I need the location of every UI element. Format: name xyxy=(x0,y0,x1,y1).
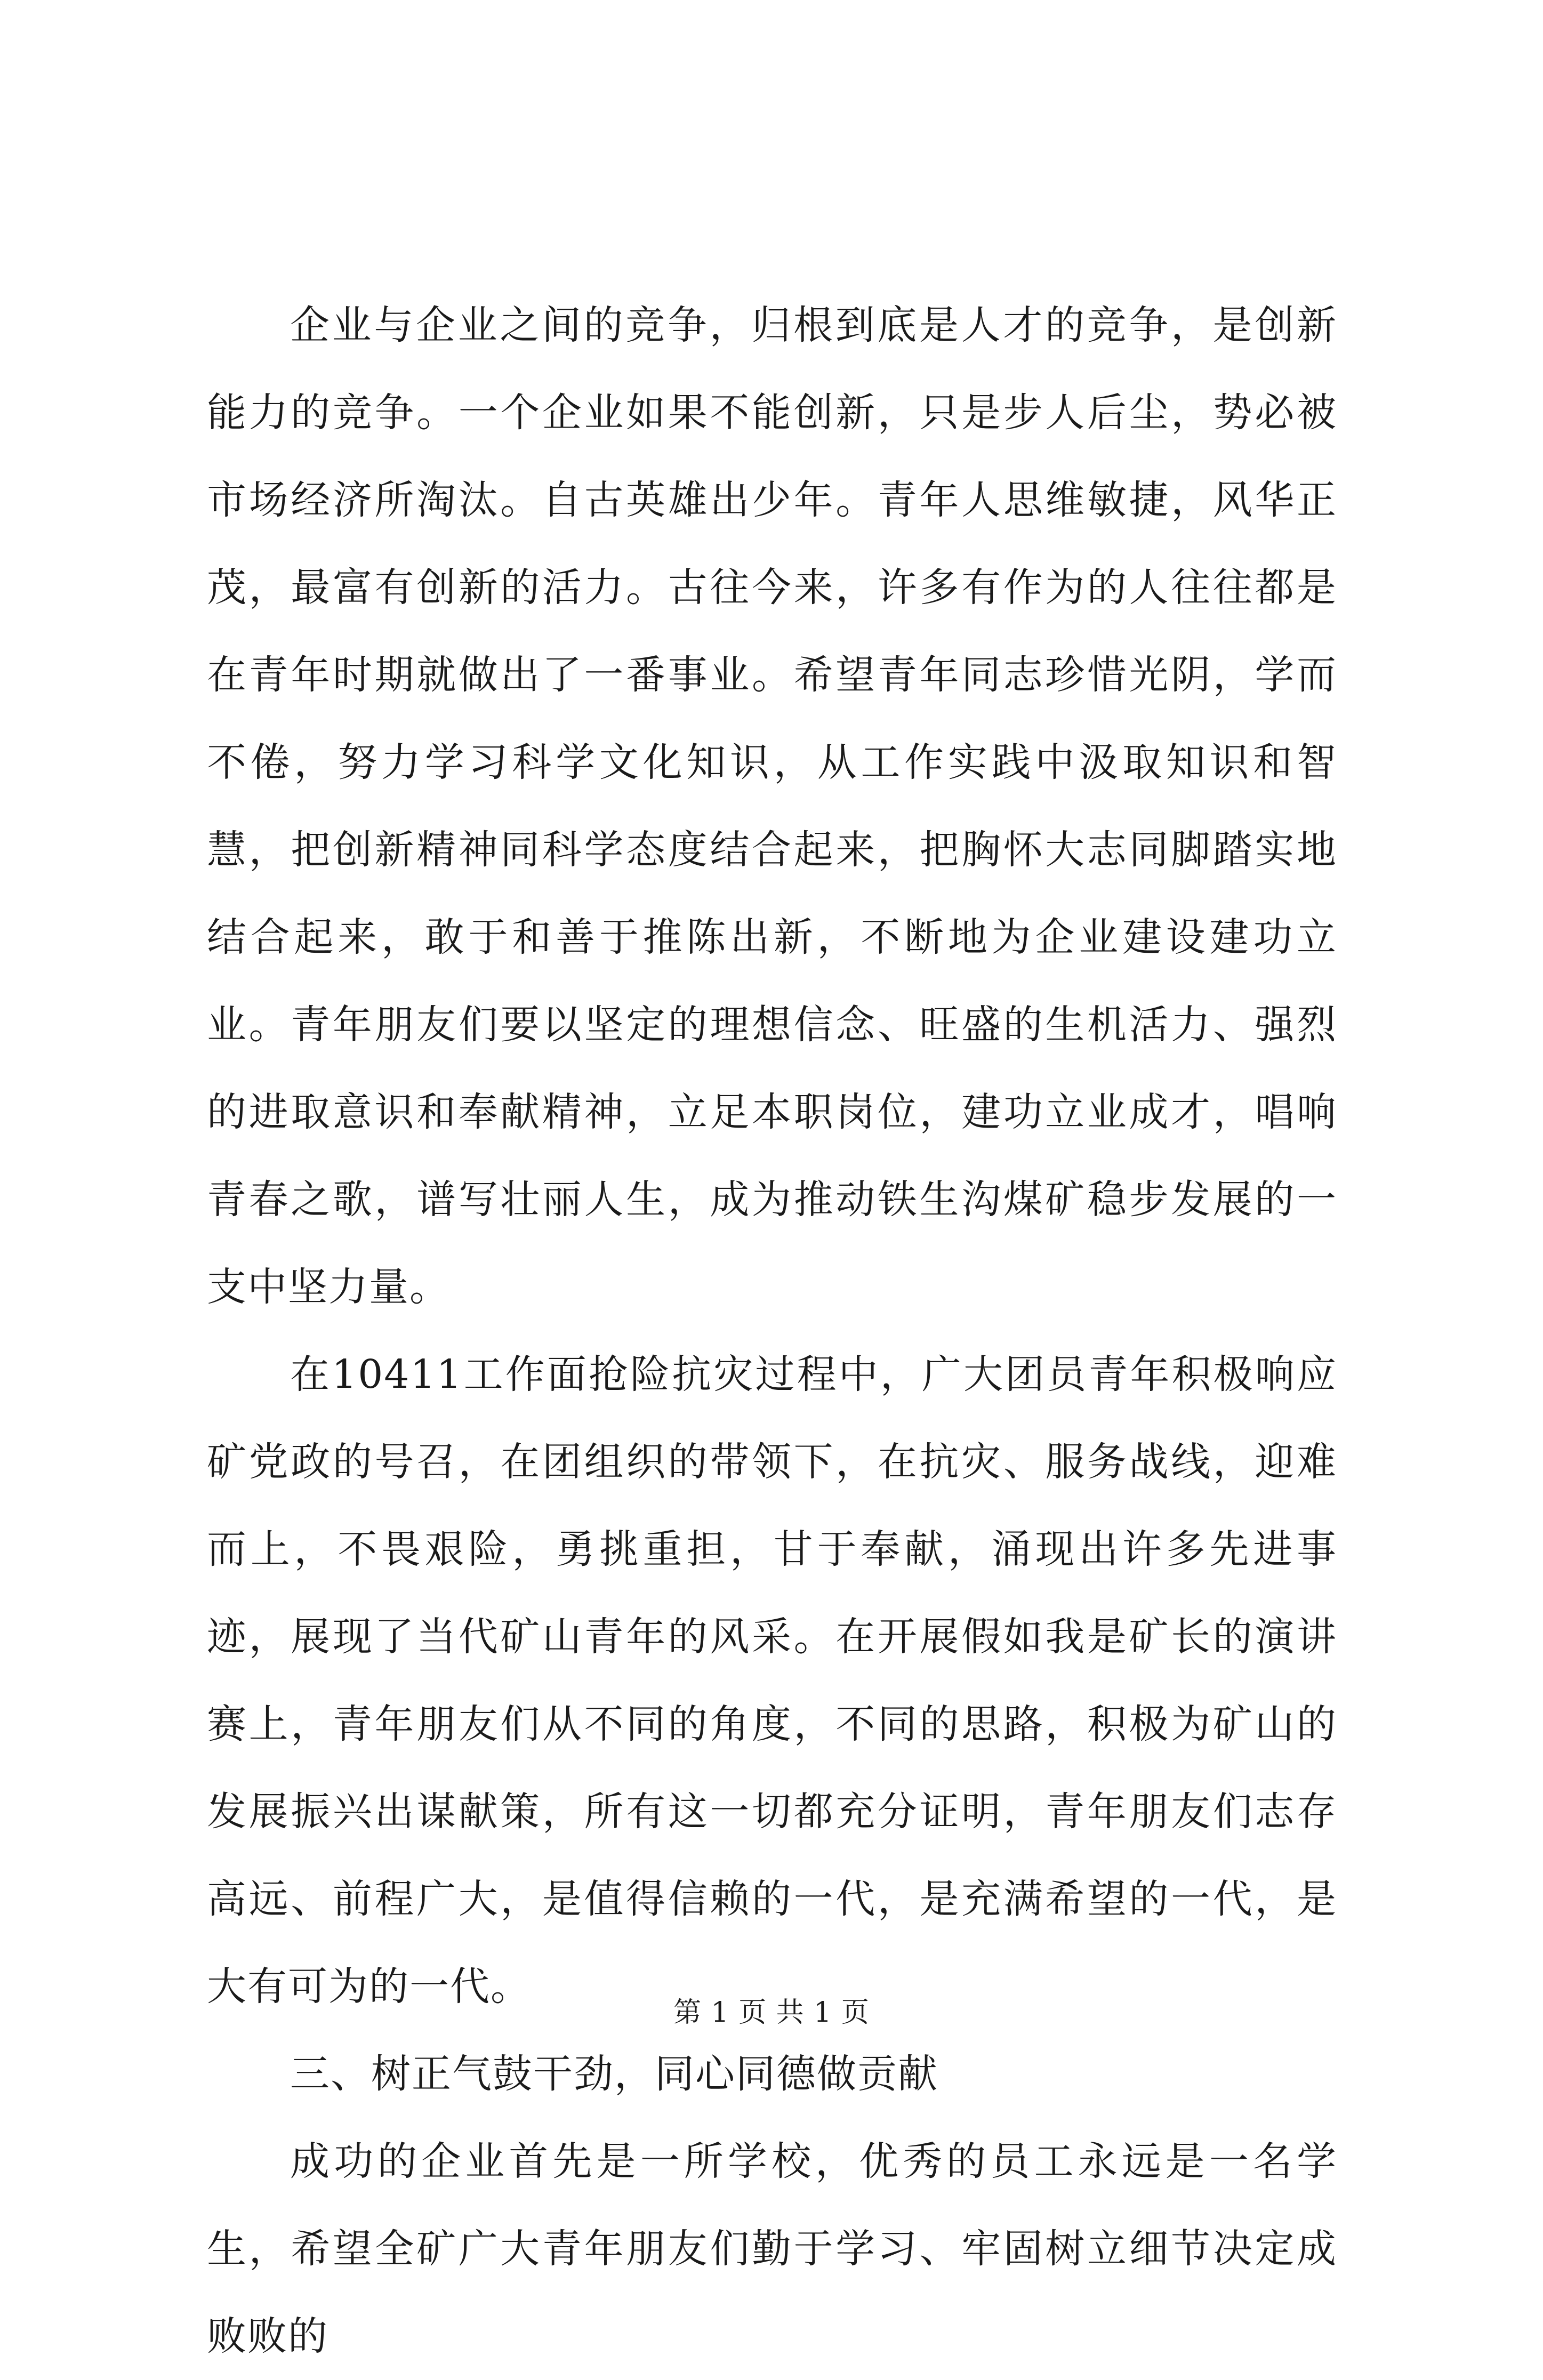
paragraph-closing: 成功的企业首先是一所学校，优秀的员工永远是一名学生，希望全矿广大青年朋友们勤于学习、牢固树立细节决定成败败的 xyxy=(207,2138,1337,2359)
paragraph-innovation: 企业与企业之间的竞争，归根到底是人才的竞争，是创新能力的竞争。一个企业如果不能创新，只是步人后尘，势必被市场经济所淘汰。自古英雄出少年。青年人思维敏捷，风华正茂，最富有创新的活力。古往今来，许多有作为的人往往都是在青年时期就做出了一番事业。希望青年同志珍惜光阴，学而不倦，努力学习科学文化知识，从工作实践中汲取知识和智慧，把创新精神同科学态度结合起来，把胸怀大志同脚踏实地结合起来，敢于和善于推陈出新，不断地为企业建设建功立业。青年朋友们要以坚定的理想信念、旺盛的生机活力、强烈的进取意识和奉献精神，立足本职岗位，建功立业成才，唱响青春之歌，谱写壮丽人生，成为推动铁生沟煤矿稳步发展的一支中坚力量。 xyxy=(207,302,1337,1310)
document-body xyxy=(207,282,1337,2380)
page-number-footer: 第 1 页 共 1 页 xyxy=(673,1997,870,2029)
paragraph-rescue: 在10411工作面抢险抗灾过程中，广大团员青年积极响应矿党政的号召，在团组织的带领下，在抗灾、服务战线，迎难而上，不畏艰险，勇挑重担，甘于奉献，涌现出许多先进事迹，展现了当代矿山青年的风采。在开展假如我是矿长的演讲赛上，青年朋友们从不同的角度，不同的思路，积极为矿山的发展振兴出谋献策，所有这一切都充分证明，青年朋友们志存高远、前程广大，是值得信赖的一代，是充满希望的一代，是大有可为的一代。 xyxy=(207,1352,1337,2009)
section-heading: 三、树正气鼓干劲，同心同德做贡献 xyxy=(290,2051,938,2097)
